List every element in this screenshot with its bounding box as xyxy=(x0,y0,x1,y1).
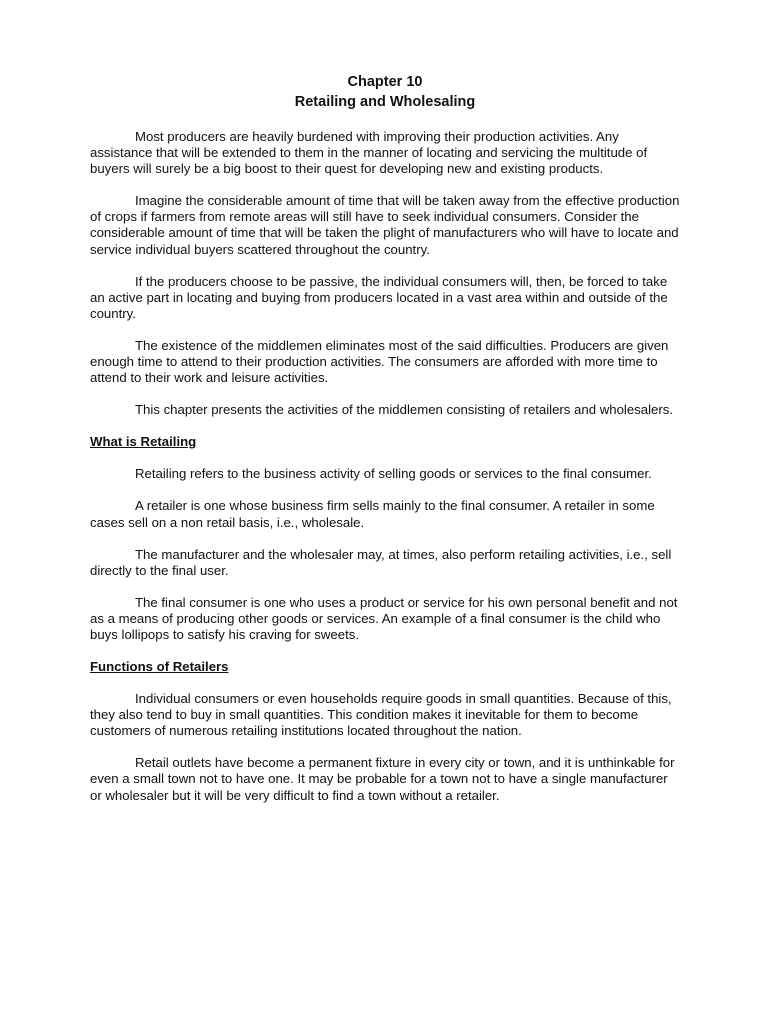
functions-paragraph-1: Individual consumers or even households require goods in small quantities. Because of this, they also tend to buy in small quantities. This condition makes it inevitable for them to become customers of numerous retailing institutions located throughout the nation. xyxy=(90,691,672,739)
functions-paragraph-2: Retail outlets have become a permanent fixture in every city or town, and it is unthinkable for even a small town not to have one. It may be probable for a town not to have a single manufacturer or wholesaler but it will be very difficult to find a town without a retailer. xyxy=(90,755,675,803)
section-heading-functions-of-retailers: Functions of Retailers xyxy=(90,659,229,675)
retailing-paragraph-4: The final consumer is one who uses a product or service for his own personal benefit and not as a means of producing other goods or services. An example of a final consumer is the child who buys lollipops to satisfy his craving for sweets. xyxy=(90,594,678,642)
intro-paragraph-5: This chapter presents the activities of the middlemen consisting of retailers and wholesalers. xyxy=(135,402,674,418)
chapter-title: Retailing and Wholesaling xyxy=(294,94,476,110)
intro-paragraph-4: The existence of the middlemen eliminates most of the said difficulties. Producers are given enough time to attend to their production activities. The consumers are afforded with more time to attend to their work and leisure activities. xyxy=(90,337,669,386)
intro-paragraph-1: Most producers are heavily burdened with improving their production activities. Any assistance that will be extended to them in the manner of locating and servicing the multitude of buyers will surely be a big boost to their quest for developing new and existing products. xyxy=(90,129,648,177)
retailing-paragraph-2: A retailer is one whose business firm sells mainly to the final consumer. A retailer in some cases sell on a non retail basis, i.e., wholesale. xyxy=(90,498,655,530)
retailing-paragraph-1: Retailing refers to the business activity of selling goods or services to the final consumer. xyxy=(135,466,652,482)
retailing-paragraph-3: The manufacturer and the wholesaler may, at times, also perform retailing activities, i.e., sell directly to the final user. xyxy=(90,546,672,578)
chapter-label: Chapter 10 xyxy=(347,74,423,90)
intro-paragraph-3: If the producers choose to be passive, the individual consumers will, then, be forced to take an active part in locating and buying from producers located in a vast area within and outside of the country. xyxy=(90,273,668,321)
section-heading-what-is-retailing: What is Retailing xyxy=(90,434,197,450)
document-content xyxy=(90,70,680,804)
intro-paragraph-2: Imagine the considerable amount of time that will be taken away from the effective production of crops if farmers from remote areas will still have to seek individual consumers. Consider the considerable amount of time that will be taken the plight of manufacturers who will have to locate and service individual buyers scattered throughout the country. xyxy=(90,193,680,257)
